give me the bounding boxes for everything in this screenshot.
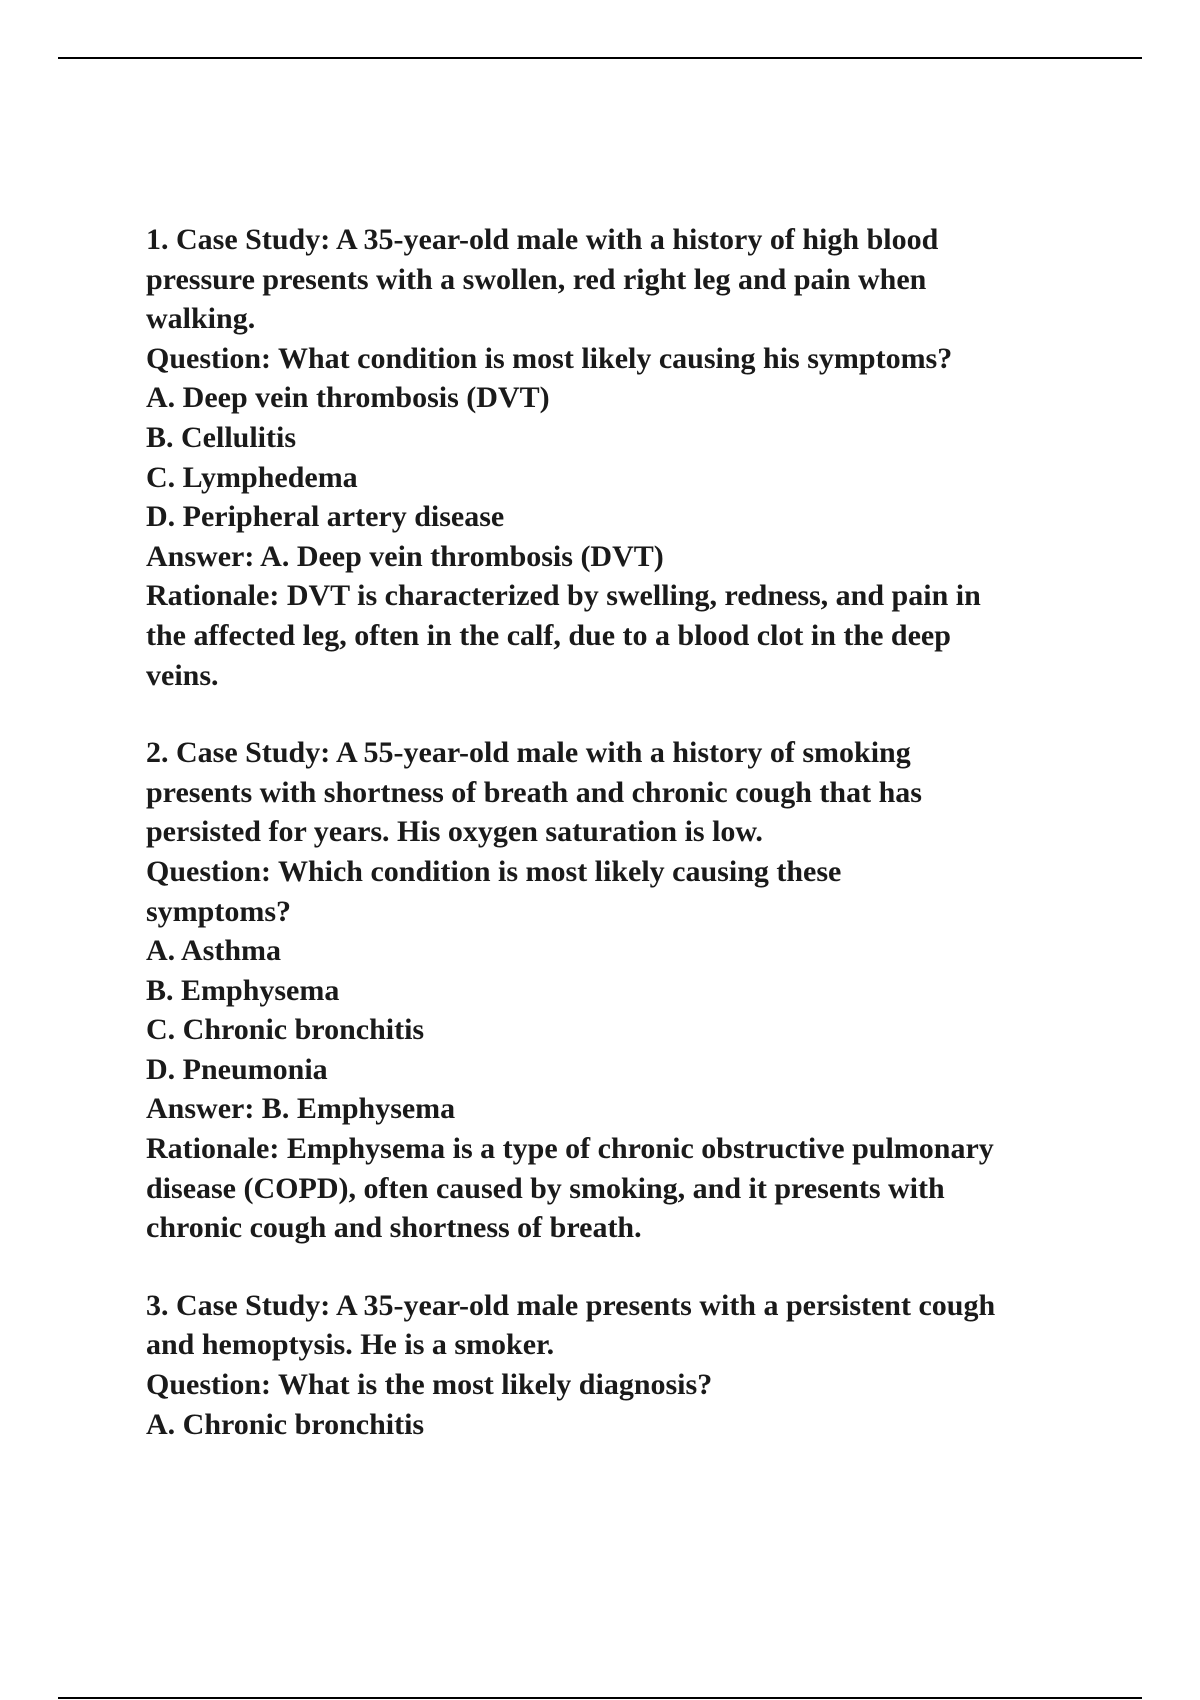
case-study-line: 1. Case Study: A 35-year-old male with a history of high blood: [146, 223, 939, 256]
question-text: symptoms?: [146, 894, 292, 928]
question-block-1: [146, 220, 1096, 695]
answer-text: Answer: A. Deep vein thrombosis (DVT): [146, 539, 664, 573]
question-text: Question: Which condition is most likely causing these: [146, 854, 842, 888]
option-d: D. Pneumonia: [146, 1052, 328, 1086]
option-c: C. Chronic bronchitis: [146, 1013, 425, 1047]
question-block-3: [146, 1286, 1096, 1444]
block-spacer: [146, 695, 1096, 733]
rationale-line: Rationale: DVT is characterized by swelling, redness, and pain in: [146, 579, 981, 613]
rationale-line: the affected leg, often in the calf, due to a blood clot in the deep: [146, 618, 951, 652]
option-b: B. Emphysema: [146, 973, 340, 1007]
option-d: D. Peripheral artery disease: [146, 500, 505, 534]
option-a: A. Deep vein thrombosis (DVT): [146, 381, 550, 415]
document-body: [146, 220, 1096, 1444]
case-study-line: persisted for years. His oxygen saturation is low.: [146, 815, 763, 849]
rationale-line: chronic cough and shortness of breath.: [146, 1211, 642, 1245]
option-a: A. Asthma: [146, 934, 282, 968]
case-study-line: 3. Case Study: A 35-year-old male presents with a persistent cough: [146, 1288, 996, 1322]
question-text: Question: What is the most likely diagnosis?: [146, 1368, 713, 1402]
case-study-line: pressure presents with a swollen, red right leg and pain when: [146, 262, 927, 296]
header-rule: [58, 57, 1142, 59]
case-study-line: 2. Case Study: A 55-year-old male with a history of smoking: [146, 736, 911, 770]
option-a: A. Chronic bronchitis: [146, 1407, 425, 1441]
footer-rule: [58, 1697, 1142, 1699]
option-c: C. Lymphedema: [146, 460, 358, 494]
rationale-line: Rationale: Emphysema is a type of chronic obstructive pulmonary: [146, 1132, 994, 1166]
rationale-line: disease (COPD), often caused by smoking, and it presents with: [146, 1171, 945, 1205]
rationale-line: veins.: [146, 658, 219, 692]
answer-text: Answer: B. Emphysema: [146, 1092, 456, 1126]
question-block-2: [146, 733, 1096, 1248]
case-study-line: presents with shortness of breath and chronic cough that has: [146, 775, 922, 809]
case-study-line: and hemoptysis. He is a smoker.: [146, 1328, 555, 1362]
question-text: Question: What condition is most likely causing his symptoms?: [146, 341, 953, 375]
block-spacer: [146, 1248, 1096, 1286]
case-study-line: walking.: [146, 302, 256, 336]
option-b: B. Cellulitis: [146, 420, 297, 454]
